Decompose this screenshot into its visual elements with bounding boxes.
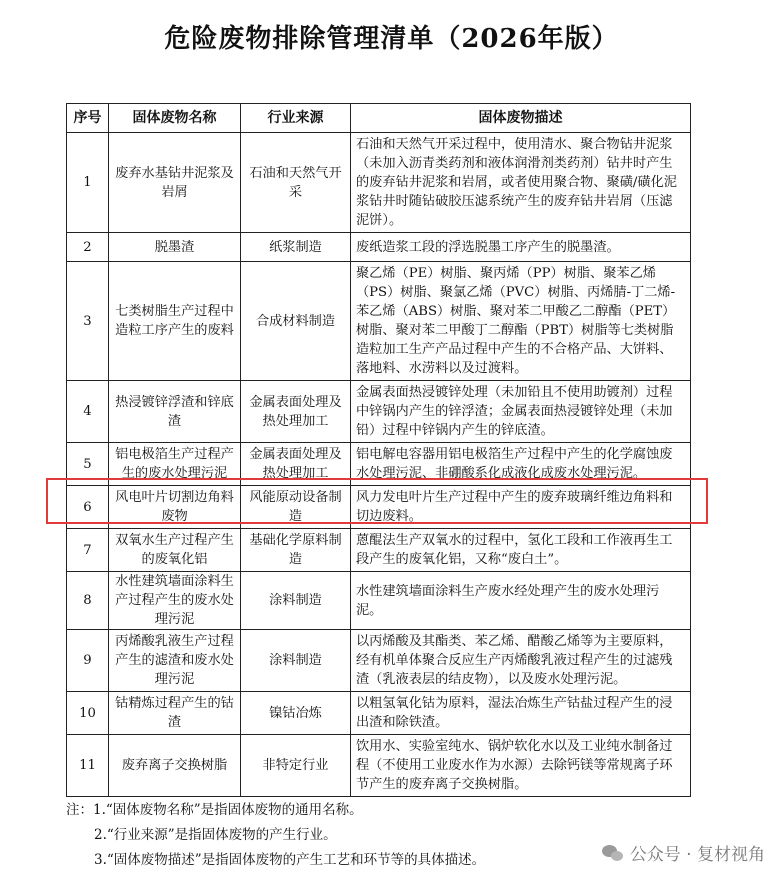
document-title: 危险废物排除管理清单（2026年版）	[164, 24, 619, 54]
row-name: 废弃水基钻井泥浆及岩屑	[109, 133, 241, 233]
header-no: 序号	[67, 104, 109, 133]
row-name: 铝电极箔生产过程产生的废水处理污泥	[109, 443, 241, 486]
row-name: 脱墨渣	[109, 233, 241, 262]
header-name: 固体废物名称	[109, 104, 241, 133]
row-desc: 废纸造浆工段的浮选脱墨工序产生的脱墨渣。	[351, 233, 691, 262]
row-desc: 铝电解电容器用铝电极箔生产过程中产生的化学腐蚀废水处理污泥、非硼酸系化成液化成废水处理污泥。	[351, 443, 691, 486]
row-desc: 以丙烯酸及其酯类、苯乙烯、醋酸乙烯等为主要原料，经有机单体聚合反应生产丙烯酸乳液过程产生的过滤残渣（乳液表层的结皮物），以及废水处理污泥。	[351, 630, 691, 692]
row-name: 双氧水生产过程产生的废氧化铝	[109, 529, 241, 572]
row-source: 涂料制造	[241, 572, 351, 630]
row-name: 热浸镀锌浮渣和锌底渣	[109, 381, 241, 443]
table-row	[67, 735, 691, 797]
row-desc: 石油和天然气开采过程中，使用清水、聚合物钻井泥浆（未加入沥青类药剂和液体润滑剂类药剂）钻井时产生的废弃钻井泥浆和岩屑，或者使用聚合物、聚磺/磺化泥浆钻井时随钻破胶压滤系统产生的废弃钻井岩屑（压滤泥饼）。	[351, 133, 691, 233]
row-desc: 风力发电叶片生产过程中产生的废弃玻璃纤维边角料和切边废料。	[351, 486, 691, 529]
row-no: 10	[67, 692, 109, 735]
table-row-highlighted	[67, 486, 691, 529]
waste-table	[66, 103, 691, 797]
watermark-text: 公众号 · 复材视角	[629, 845, 765, 865]
row-no: 2	[67, 233, 109, 262]
table-row	[67, 233, 691, 262]
row-source: 非特定行业	[241, 735, 351, 797]
row-no: 6	[67, 486, 109, 529]
row-no: 9	[67, 630, 109, 692]
table-row	[67, 572, 691, 630]
row-source: 镍钴冶炼	[241, 692, 351, 735]
header-desc: 固体废物描述	[351, 104, 691, 133]
table-row	[67, 381, 691, 443]
row-source: 基础化学原料制造	[241, 529, 351, 572]
table-row	[67, 443, 691, 486]
row-source: 纸浆制造	[241, 233, 351, 262]
row-desc: 蒽醌法生产双氧水的过程中，氢化工段和工作液再生工段产生的废氧化铝，又称“废白土”。	[351, 529, 691, 572]
row-name: 丙烯酸乳液生产过程产生的滤渣和废水处理污泥	[109, 630, 241, 692]
row-name: 七类树脂生产过程中造粒工序产生的废料	[109, 262, 241, 381]
row-no: 1	[67, 133, 109, 233]
wechat-icon	[602, 845, 624, 861]
row-no: 7	[67, 529, 109, 572]
row-name: 水性建筑墙面涂料生产过程产生的废水处理污泥	[109, 572, 241, 630]
row-no: 5	[67, 443, 109, 486]
row-source: 合成材料制造	[241, 262, 351, 381]
row-source: 风能原动设备制造	[241, 486, 351, 529]
row-no: 4	[67, 381, 109, 443]
row-name: 废弃离子交换树脂	[109, 735, 241, 797]
footnote-3: 3.“固体废物描述”是指固体废物的产生工艺和环节等的具体描述。	[94, 852, 486, 868]
row-no: 3	[67, 262, 109, 381]
row-source: 金属表面处理及热处理加工	[241, 443, 351, 486]
footnotes	[66, 798, 485, 873]
row-desc: 金属表面热浸镀锌处理（未加铅且不使用助镀剂）过程中锌锅内产生的锌浮渣；金属表面热浸镀锌处理（未加铅）过程中锌锅内产生的锌底渣。	[351, 381, 691, 443]
table-header-row	[67, 104, 691, 133]
watermark	[602, 840, 765, 865]
table-row	[67, 630, 691, 692]
table-row	[67, 692, 691, 735]
row-name: 风电叶片切割边角料废物	[109, 486, 241, 529]
row-desc: 水性建筑墙面涂料生产废水经处理产生的废水处理污泥。	[351, 572, 691, 630]
table-row	[67, 133, 691, 233]
row-desc: 聚乙烯（PE）树脂、聚丙烯（PP）树脂、聚苯乙烯（PS）树脂、聚氯乙烯（PVC）树脂、丙烯腈-丁二烯-苯乙烯（ABS）树脂、聚对苯二甲酸乙二醇酯（PET）树脂、聚对苯二甲酸丁二醇酯（PBT）树脂等七类树脂造粒加工生产产品过程中产生的不合格产品、大饼料、落地料、水涝料以及过渡料。	[351, 262, 691, 381]
row-no: 8	[67, 572, 109, 630]
row-source: 金属表面处理及热处理加工	[241, 381, 351, 443]
header-source: 行业来源	[241, 104, 351, 133]
footnote-1: 注：1.“固体废物名称”是指固体废物的通用名称。	[66, 802, 363, 818]
row-desc: 饮用水、实验室纯水、锅炉软化水以及工业纯水制备过程（不使用工业废水作为水源）去除钙镁等常规离子环节产生的废弃离子交换树脂。	[351, 735, 691, 797]
row-desc: 以粗氢氧化钴为原料，湿法冶炼生产钴盐过程产生的浸出渣和除铁渣。	[351, 692, 691, 735]
row-name: 钴精炼过程产生的钴渣	[109, 692, 241, 735]
table-row	[67, 529, 691, 572]
row-source: 涂料制造	[241, 630, 351, 692]
table-row	[67, 262, 691, 381]
row-source: 石油和天然气开采	[241, 133, 351, 233]
row-no: 11	[67, 735, 109, 797]
footnote-2: 2.“行业来源”是指固体废物的产生行业。	[94, 827, 337, 843]
